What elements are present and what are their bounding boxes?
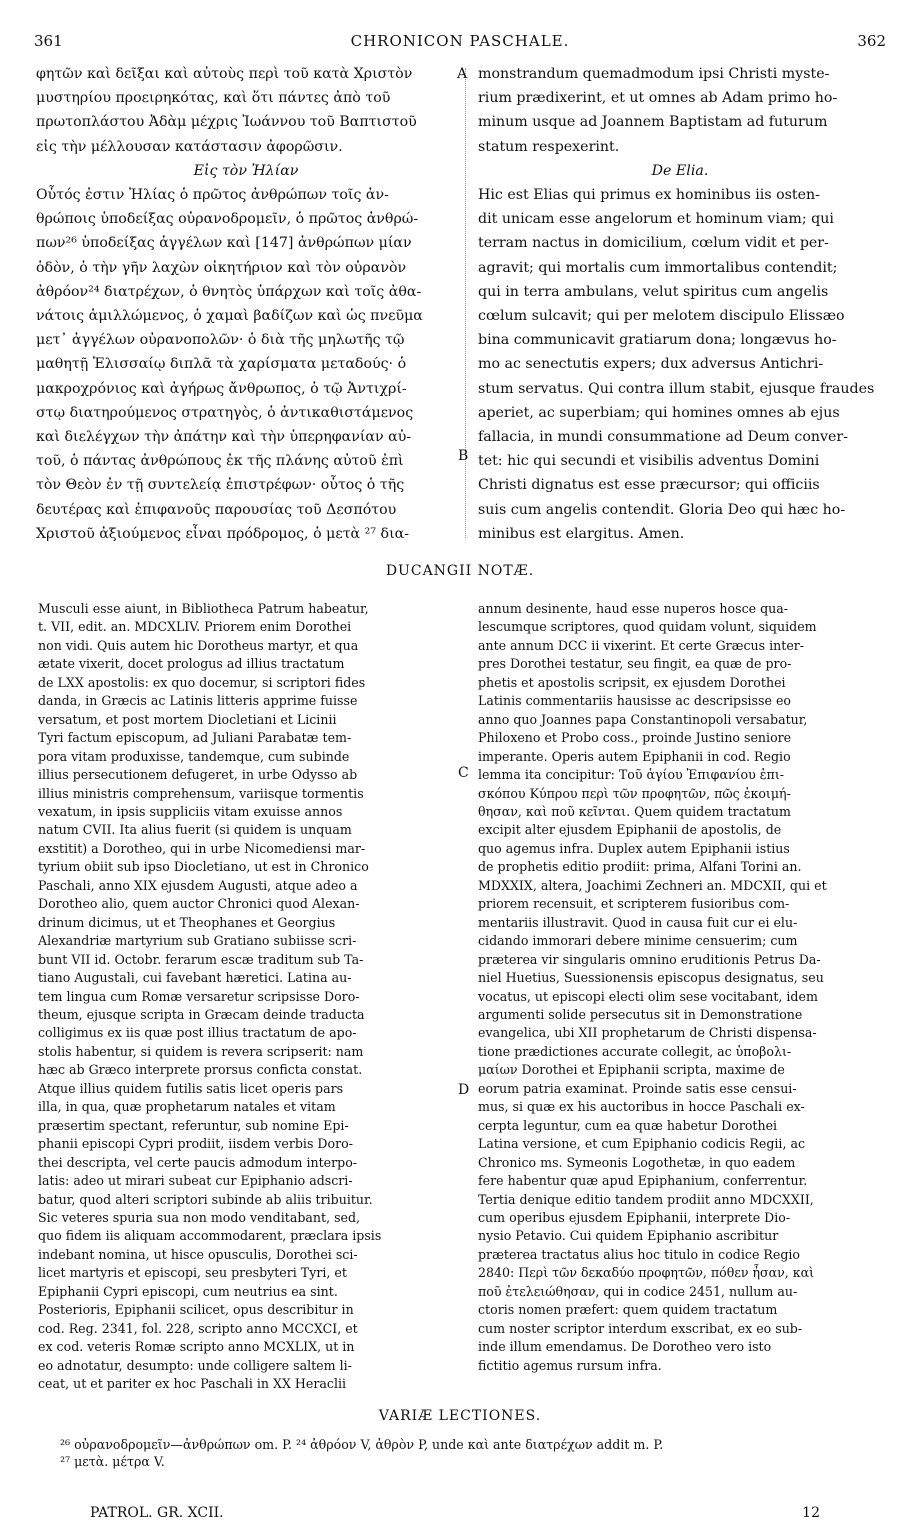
page-number-right: 362 — [857, 32, 886, 50]
note-line: μαίων Dorothei et Epiphanii scripta, maxime de — [478, 1062, 785, 1078]
note-line: lescumque scriptores, quod quidam volunt, siquidem — [478, 619, 817, 635]
note-line: lemma ita concipitur: Τοῦ ἁγίου Ἐπιφανίου ἐπι- — [478, 767, 785, 783]
note-line: illius ministris comprehensum, variisque tormentis — [38, 785, 364, 801]
note-line: evangelica, ubi XII prophetarum de Christi dispensa- — [478, 1025, 817, 1041]
note-line: versatum, et post mortem Diocletiani et Licinii — [38, 711, 337, 727]
text-line: Hic est Elias qui primus ex hominibus iis osten- — [478, 187, 820, 204]
margin-letter-b: B — [458, 448, 469, 464]
text-line: πων²⁶ ὑποδείξας ἀγγέλων καὶ [147] ἀνθρώπων μίαν — [36, 235, 412, 252]
note-line: niel Huetius, Suessionensis episcopus designatus, seu — [478, 970, 824, 986]
note-line: hæc ab Græco interprete prorsus conficta constat. — [38, 1062, 363, 1078]
note-line: Tertia denique editio tandem prodiit anno MDCXXII, — [478, 1191, 814, 1207]
text-line: μετ᾽ ἀγγέλων οὐρανοπολῶν· ὁ διὰ τῆς μηλωτῆς τῷ — [36, 332, 405, 349]
note-line: Tyri factum episcopum, ad Juliani Parabatæ tem- — [38, 730, 352, 746]
note-line: vocatus, ut episcopi electi olim sese vocitabant, idem — [478, 988, 818, 1004]
note-line: ætate vixerit, docet prologus ad illius tractatum — [38, 656, 345, 672]
note-line: phanii episcopi Cypri prodiit, iisdem verbis Doro- — [38, 1136, 353, 1152]
note-line: ex cod. veteris Romæ scripto anno MCXLIX, ut in — [38, 1339, 355, 1355]
note-line: non vidi. Quis autem hic Dorotheus martyr, et qua — [38, 637, 359, 653]
note-line: Chronico ms. Symeonis Logothetæ, in quo eadem — [478, 1154, 796, 1170]
footer-volume: PATROL. GR. XCII. — [90, 1505, 224, 1521]
margin-letter-c: C — [458, 765, 469, 781]
note-line: cidando immorari debere minime censuerim; cum — [478, 933, 798, 949]
text-line: μυστηρίου προειρηκότας, καὶ ὅτι πάντες ἀπὸ τοῦ — [36, 90, 391, 107]
note-line: exstitit) a Dorotheo, qui in urbe Nicomediensi mar- — [38, 840, 366, 856]
note-line: argumenti solide persecutus sit in Demonstratione — [478, 1006, 803, 1022]
notes-right-column — [478, 600, 888, 1375]
text-line: πρωτοπλάστου Ἀδὰμ μέχρις Ἰωάννου τοῦ Βαπτιστοῦ — [36, 114, 417, 131]
text-line: minibus est elargitus. Amen. — [478, 525, 685, 542]
note-line: natum CVII. Ita alius fuerit (si quidem is unquam — [38, 822, 352, 838]
notes-heading: DUCANGII NOTÆ. — [385, 563, 535, 579]
note-line: nysio Petavio. Cui quidem Epiphanio ascribitur — [478, 1228, 779, 1244]
note-line: bunt VII id. Octobr. ferarum escæ traditum sub Ta- — [38, 951, 364, 967]
page-number-left: 361 — [34, 32, 63, 50]
text-line: καὶ διελέγχων τὴν ἀπάτην καὶ τὴν ὑπερηφανίαν αὐ- — [36, 429, 412, 446]
text-line: stum servatus. Qui contra illum stabit, ejusque fraudes — [478, 380, 875, 397]
text-line: ὁδὸν, ὁ τὴν γῆν λαχὼν οἰκητήριον καὶ τὸν οὐρανὸν — [36, 259, 407, 276]
note-line: thei descripta, vel certe paucis admodum interpo- — [38, 1154, 358, 1170]
text-line: monstrandum quemadmodum ipsi Christi myste- — [478, 66, 830, 82]
note-line: priorem recensuit, et scripterem fusioribus com- — [478, 896, 790, 912]
text-line: στῳ διατηρούμενος στρατηγὸς, ὁ ἀντικαθιστάμενος — [36, 404, 414, 421]
text-line: fallacia, in mundi consummatione ad Deum conver- — [478, 429, 849, 446]
text-line: νάτοις ἁμιλλώμενος, ὁ χαμαὶ βαδίζων καὶ ὡς πνεῦμα — [36, 308, 423, 325]
text-line: φητῶν καὶ δεῖξαι καὶ αὐτοὺς περὶ τοῦ κατὰ Χριστὸν — [36, 66, 413, 82]
section-heading: De Elia. — [651, 162, 709, 179]
note-line: fictitio agemus rursum infra. — [478, 1357, 662, 1373]
note-line: eorum patria examinat. Proinde satis esse censui- — [478, 1080, 797, 1096]
note-line: indebant nomina, ut hisce opusculis, Dorothei sci- — [38, 1246, 358, 1262]
note-line: latis: adeo ut mirari subeat cur Epiphanio adscri- — [38, 1173, 353, 1189]
note-line: eo adnotatur, desumpto: unde colligere saltem li- — [38, 1357, 352, 1373]
text-line: qui in terra ambulans, velut spiritus cum angelis — [478, 283, 829, 300]
note-line: præterea tractatus alius hoc titulo in codice Regio — [478, 1246, 801, 1262]
note-line: Posterioris, Epiphanii scilicet, opus describitur in — [38, 1302, 354, 1318]
variae-heading: VARIÆ LECTIONES. — [378, 1408, 542, 1424]
text-line: statum respexerint. — [478, 138, 620, 155]
note-line: pora vitam produxisse, tandemque, cum subinde — [38, 748, 350, 764]
text-line: dit unicam esse angelorum et hominum viam; qui — [478, 211, 834, 228]
text-line: μαθητῇ Ἐλισσαίῳ διπλᾶ τὰ χαρίσματα μεταδούς· ὁ — [36, 356, 407, 373]
note-line: tem lingua cum Romæ versaretur scripsisse Doro- — [38, 988, 360, 1004]
note-line: vexatum, in ipsis suppliciis vitam exuisse annos — [38, 803, 343, 819]
margin-letter-a: A — [457, 66, 468, 82]
note-line: præsertim spectant, referuntur, sub nomine Epi- — [38, 1117, 349, 1133]
note-line: θησαν, καὶ ποῦ κεῖνται. Quem quidem tractatum — [478, 803, 791, 819]
text-line: minum usque ad Joannem Baptistam ad futurum — [478, 114, 828, 131]
note-line: anno quo Joannes papa Constantinopoli versabatur, — [478, 711, 808, 727]
note-line: cum operibus ejusdem Epiphanii, interprete Dio- — [478, 1209, 791, 1225]
text-line: μακροχρόνιος καὶ ἀγήρως ἄνθρωπος, ὁ τῷ Ἀντιχρί- — [36, 380, 407, 397]
note-line: tione prædictiones accurate collegit, ac ὑποβολι- — [478, 1043, 792, 1059]
note-line: danda, in Græcis ac Latinis litteris apprime fuisse — [38, 693, 358, 709]
note-line: Sic veteres spuria sua non modo venditabant, sed, — [38, 1209, 361, 1225]
text-line: τὸν Θεὸν ἐν τῇ συντελείᾳ ἐπιστρέφων· οὗτος ὁ τῆς — [36, 477, 405, 494]
text-line: Οὗτός ἐστιν Ἠλίας ὁ πρῶτος ἀνθρώπων τοῖς ἀν- — [36, 187, 389, 204]
note-line: licet martyris et episcopi, seu presbyteri Tyri, et — [38, 1265, 347, 1281]
note-line: fere habentur quæ apud Epiphanium, conferrentur. — [478, 1173, 808, 1189]
note-line: de LXX apostolis: ex quo docemur, si scriptori fides — [38, 674, 366, 690]
note-line: Epiphanii Cypri episcopi, cum neutrius ea sint. — [38, 1283, 338, 1299]
note-line: præterea vir singularis omnino eruditionis Petrus Da- — [478, 951, 821, 967]
note-line: excipit alter ejusdem Epiphanii de apostolis, de — [478, 822, 782, 838]
footer-signature: 12 — [802, 1505, 820, 1521]
column-divider — [465, 68, 466, 538]
note-line: tyrium obiit sub ipso Diocletiano, ut est in Chronico — [38, 859, 369, 875]
section-heading: Εἰς τὸν Ἠλίαν — [193, 162, 299, 179]
latin-text-column — [478, 62, 882, 546]
note-line: Musculi esse aiunt, in Bibliotheca Patrum habeatur, — [38, 601, 369, 616]
text-line: θρώποις ὑποδείξας οὐρανοδρομεῖν, ὁ πρῶτος ἀνθρώ- — [36, 211, 419, 228]
note-line: ante annum DCC ii vixerint. Et certe Græcus inter- — [478, 637, 805, 653]
note-line: Philoxeno et Probo coss., proinde Justino seniore — [478, 730, 792, 746]
note-line: Latinis commentariis hausisse ac descripsisse eo — [478, 693, 791, 709]
note-line: colligimus ex iis quæ post illius tractatum de apo- — [38, 1025, 357, 1041]
note-line: 2840: Περὶ τῶν δεκαδύο προφητῶν, πόθεν ἦσαν, καὶ — [478, 1265, 815, 1281]
note-line: σκόπου Κύπρου περὶ τῶν προφητῶν, πῶς ἐκοιμή- — [478, 785, 791, 801]
note-line: phetis et apostolis scripsit, ex ejusdem Dorothei — [478, 674, 786, 690]
note-line: cum noster scriptor interdum exscribat, ex eo sub- — [478, 1320, 803, 1336]
text-line: suis cum angelis contendit. Gloria Deo qui hæc ho- — [478, 501, 846, 518]
text-line: rium prædixerint, et ut omnes ab Adam primo ho- — [478, 90, 838, 107]
note-line: ποῦ ἐτελειώθησαν, qui in codice 2451, nullum au- — [478, 1283, 798, 1299]
text-line: mo ac senectutis expers; dux adversus Antichri- — [478, 356, 824, 373]
page-header — [34, 32, 886, 54]
note-line: t. VII, edit. an. MDCXLIV. Priorem enim Dorothei — [38, 619, 352, 635]
note-line: Atque illius quidem futilis satis licet operis pars — [38, 1080, 344, 1096]
note-line: theum, ejusque scripta in Græcam deinde traducta — [38, 1006, 365, 1022]
note-line: MDXXIX, altera, Joachimi Zechneri an. MDCXII, qui et — [478, 877, 827, 893]
note-line: batur, quod alteri scriptori subinde ab aliis tribuitur. — [38, 1191, 373, 1207]
note-line: Dorotheo alio, quem auctor Chronici quod Alexan- — [38, 896, 360, 912]
text-line: τοῦ, ὁ πάντας ἀνθρώπους ἐκ τῆς πλάνης αὐτοῦ ἐπὶ — [36, 453, 404, 470]
note-line: de prophetis editio prodiit: prima, Alfani Torini an. — [478, 859, 802, 875]
text-line: cœlum sulcavit; qui per melotem discipulo Elissæo — [478, 308, 845, 325]
note-line: quo agemus infra. Duplex autem Epiphanii istius — [478, 840, 790, 856]
margin-letter-d: D — [458, 1082, 470, 1098]
text-line: εἰς τὴν μέλλουσαν κατάστασιν ἀφορῶσιν. — [36, 138, 343, 155]
note-line: Paschali, anno XIX ejusdem Augusti, atque adeo a — [38, 877, 358, 893]
note-line: tiano Augustali, cui favebant hæretici. Latina au- — [38, 970, 352, 986]
text-line: aperiet, ac superbiam; qui homines omnes ab ejus — [478, 404, 840, 421]
text-line: Christi dignatus est esse præcursor; qui officiis — [478, 477, 820, 494]
variant-line: ²⁶ οὐρανοδρομεῖν—ἀνθρώπων om. P. ²⁴ ἀθρόον V, ἀθρὸν P, unde καὶ ante διατρέχων addit m. P. — [60, 1437, 664, 1452]
note-line: pres Dorothei testatur, seu fingit, ea quæ de pro- — [478, 656, 792, 672]
note-line: illius persecutionem defugeret, in urbe Odysso ab — [38, 767, 358, 783]
text-line: bina communicavit gratiarum dona; longævus ho- — [478, 332, 837, 349]
note-line: Alexandriæ martyrium sub Gratiano subiisse scri- — [38, 933, 357, 949]
notes-left-column — [38, 600, 458, 1393]
note-line: quo fidem iis aliquam accommodarent, præclara ipsis — [38, 1228, 382, 1244]
text-line: agravit; qui mortalis cum immortalibus contendit; — [478, 259, 838, 276]
greek-text-column — [36, 62, 456, 546]
note-line: annum desinente, haud esse nuperos hosce qua- — [478, 601, 789, 616]
note-line: Latina versione, et cum Epiphanio codicis Regii, ac — [478, 1136, 806, 1152]
note-line: drinum dicimus, ut et Theophanes et Georgius — [38, 914, 336, 930]
note-line: inde illum emendamus. De Dorotheo vero isto — [478, 1339, 772, 1355]
text-line: terram nactus in domicilium, cœlum vidit et per- — [478, 235, 829, 252]
text-line: ἀθρόον²⁴ διατρέχων, ὁ θνητὸς ὑπάρχων καὶ τοῖς ἀθα- — [36, 283, 422, 300]
note-line: illa, in qua, quæ prophetarum natales et vitam — [38, 1099, 336, 1115]
note-line: cerpta leguntur, cum ea quæ habetur Dorothei — [478, 1117, 778, 1133]
variant-line: ²⁷ μετὰ. μέτρα V. — [60, 1454, 165, 1469]
note-line: cod. Reg. 2341, fol. 228, scripto anno MCCXCI, et — [38, 1320, 358, 1336]
note-line: mentariis illustravit. Quod in causa fuit cur ei elu- — [478, 914, 798, 930]
text-line: Χριστοῦ ἀξιούμενος εἶναι πρόδρομος, ὁ μετὰ ²⁷ δια- — [36, 525, 410, 542]
text-line: δευτέρας καὶ ἐπιφανοῦς παρουσίας τοῦ Δεσπότου — [36, 501, 397, 518]
variae-lectiones — [60, 1436, 900, 1470]
note-line: ctoris nomen præfert: quem quidem tractatum — [478, 1302, 778, 1318]
note-line: mus, si quæ ex his auctoribus in hocce Paschali ex- — [478, 1099, 805, 1115]
running-title: CHRONICON PASCHALE. — [350, 32, 570, 50]
text-line: tet: hic qui secundi et visibilis adventus Domini — [478, 453, 820, 470]
note-line: stolis habentur, si quidem is revera scripserit: nam — [38, 1043, 364, 1059]
note-line: ceat, ut et pariter ex hoc Paschali in XX Heraclii — [38, 1376, 347, 1392]
note-line: imperante. Operis autem Epiphanii in cod. Regio — [478, 748, 791, 764]
